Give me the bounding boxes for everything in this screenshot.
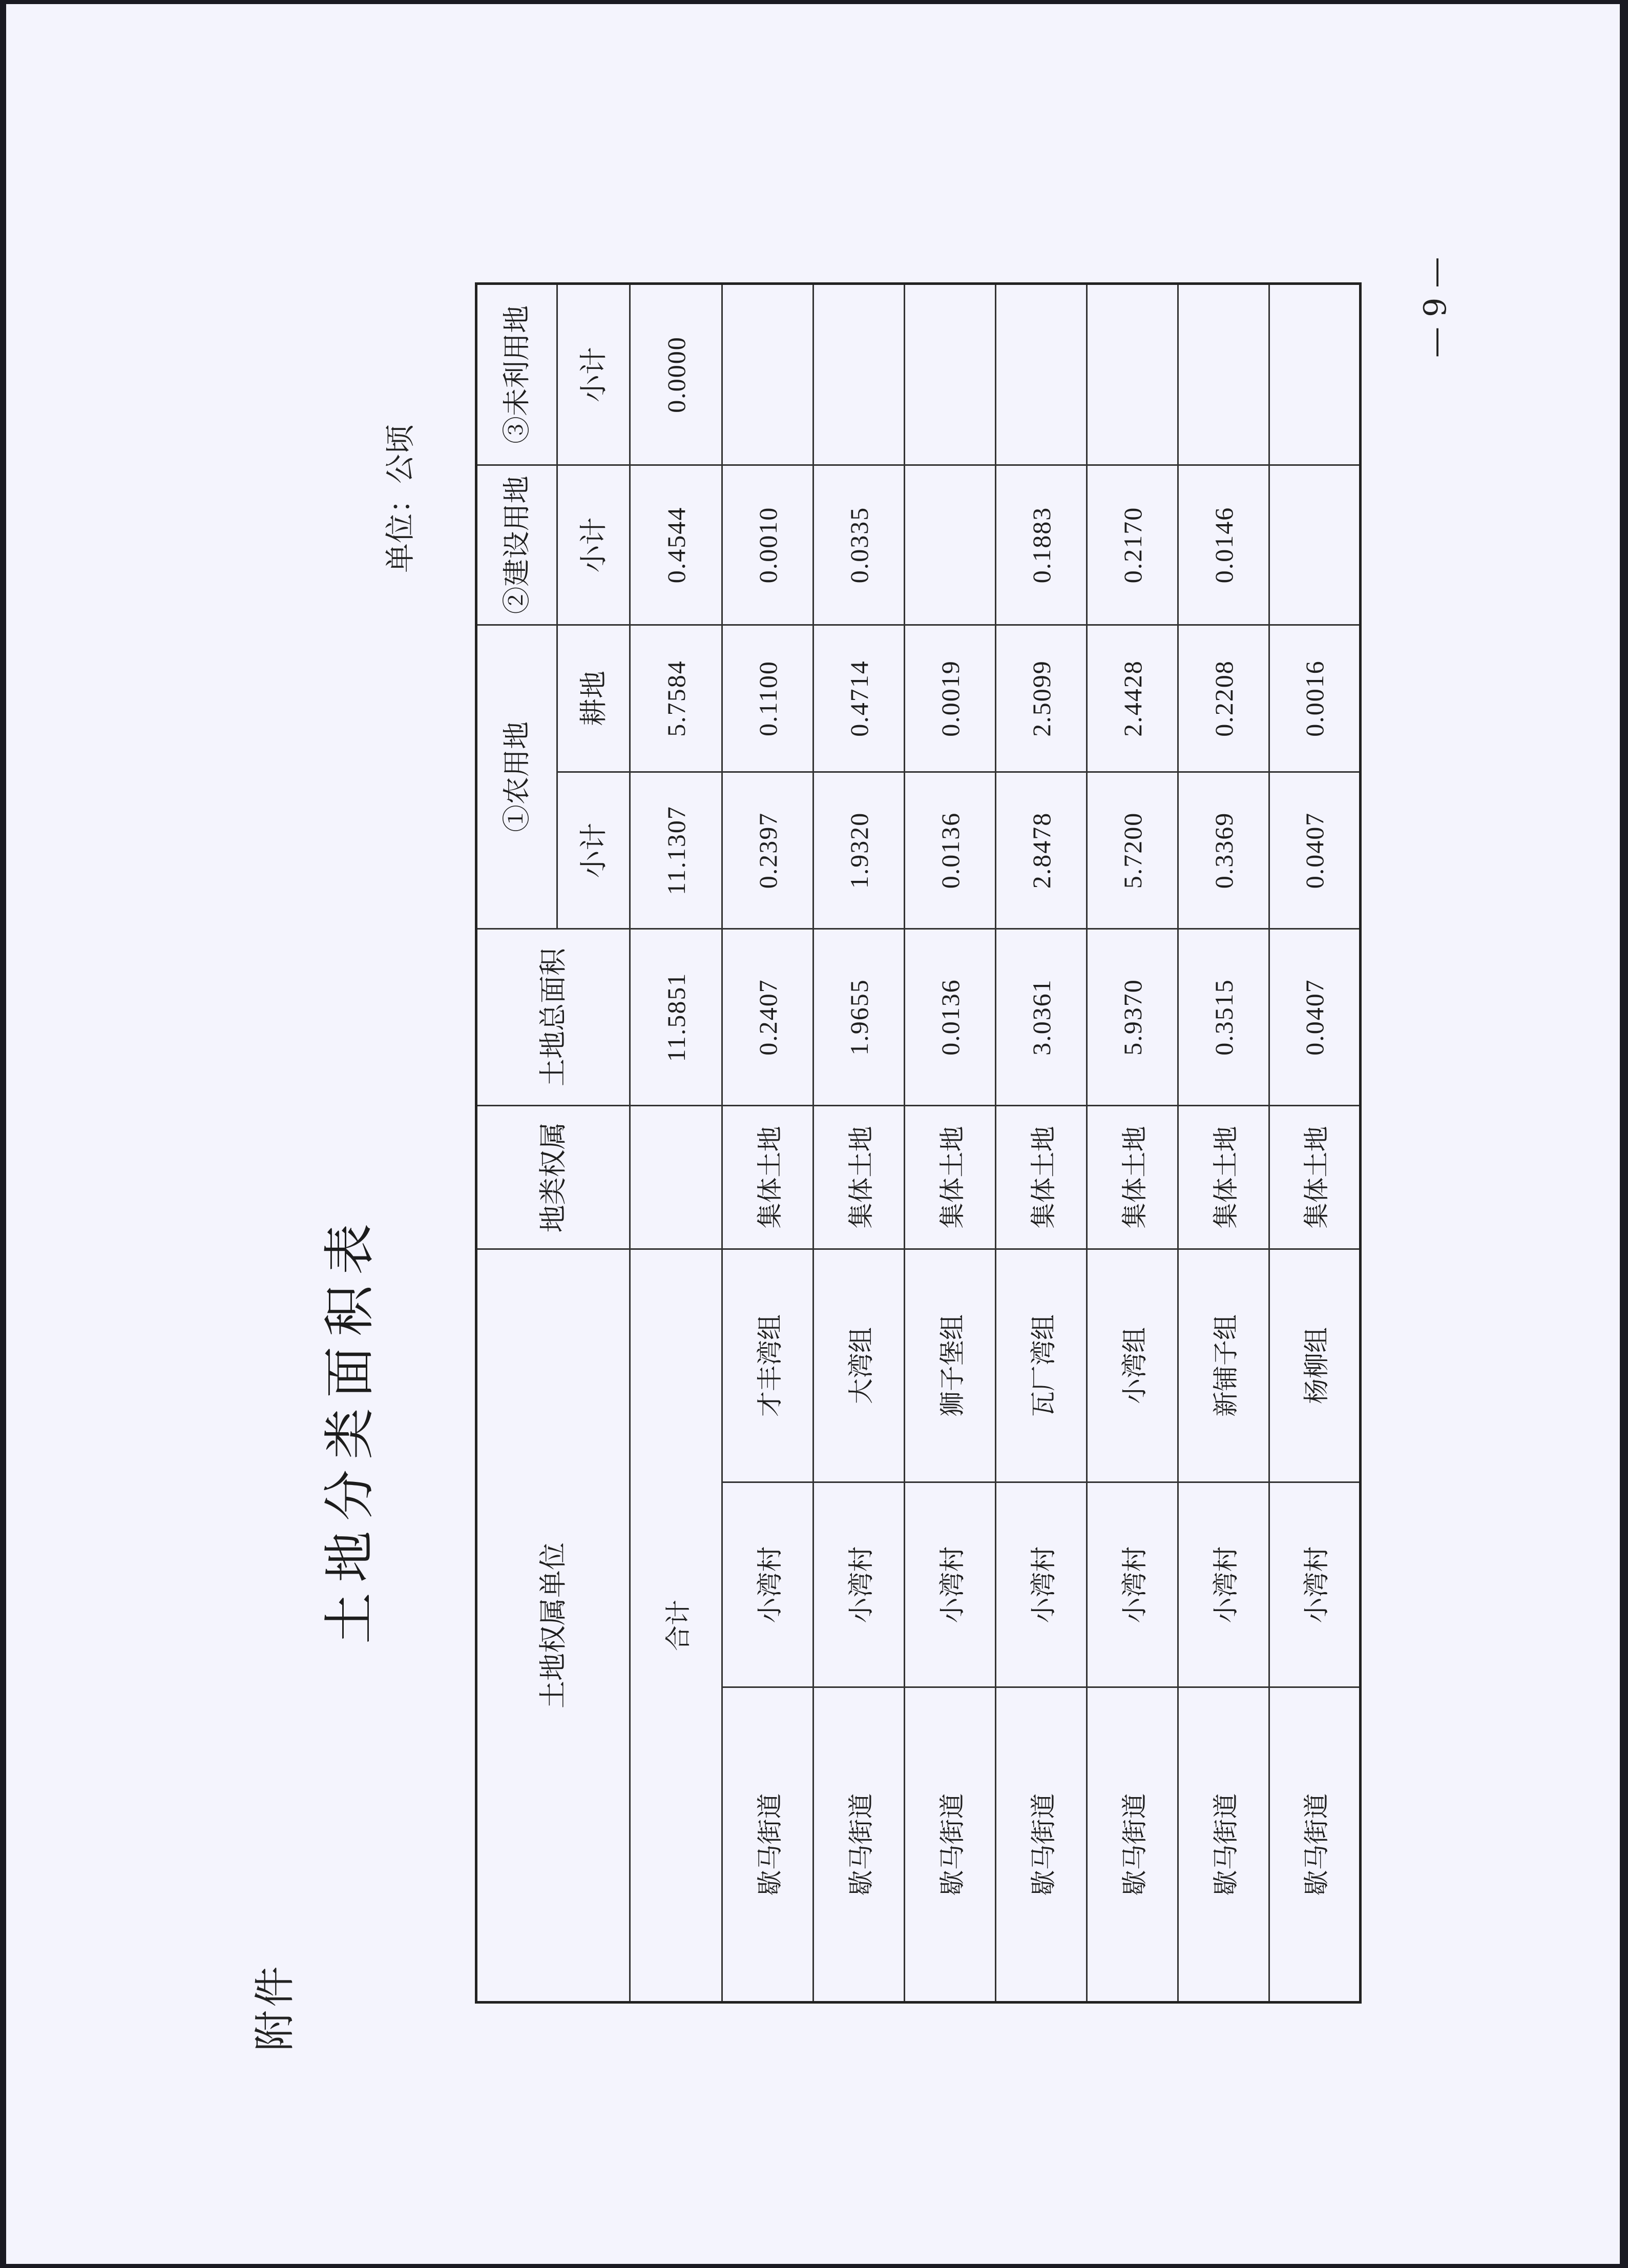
table-row [905, 283, 996, 2002]
street-cell: 歇马街道 [905, 1687, 996, 2003]
table-row [1178, 283, 1269, 2002]
group-cell: 才丰湾组 [722, 1249, 813, 1482]
group-cell: 狮子堡组 [905, 1249, 996, 1482]
total-area-cell: 0.2407 [722, 929, 813, 1105]
unused-cell [722, 283, 813, 465]
village-cell: 小湾村 [813, 1482, 905, 1687]
village-cell: 小湾村 [905, 1482, 996, 1687]
group-cell: 大湾组 [813, 1249, 905, 1482]
agri-subtotal-cell: 0.3369 [1178, 772, 1269, 929]
cultivated-cell: 0.4714 [813, 625, 905, 772]
total-area-cell: 0.3515 [1178, 929, 1269, 1105]
table-row [813, 283, 905, 2002]
header-owner-unit: 土地权属单位 [476, 1249, 630, 2002]
agri-subtotal-cell: 5.7200 [1087, 772, 1178, 929]
street-cell: 歇马街道 [813, 1687, 905, 2003]
group-cell: 小湾组 [1087, 1249, 1178, 1482]
ownership-type-cell: 集体土地 [1087, 1105, 1178, 1249]
header-unused-land: ③未利用地 [476, 283, 557, 465]
street-cell: 歇马街道 [1178, 1687, 1269, 2003]
street-cell: 歇马街道 [1087, 1687, 1178, 2003]
cultivated-cell: 0.2208 [1178, 625, 1269, 772]
header-cultivated: 耕地 [557, 625, 630, 772]
total-agri-subtotal: 11.1307 [630, 772, 722, 929]
ownership-type-cell: 集体土地 [996, 1105, 1087, 1249]
unused-cell [1269, 283, 1361, 465]
group-cell: 杨柳组 [1269, 1249, 1361, 1482]
village-cell: 小湾村 [1269, 1482, 1361, 1687]
ownership-type-cell: 集体土地 [813, 1105, 905, 1249]
table-row [1087, 283, 1178, 2002]
agri-subtotal-cell: 0.0407 [1269, 772, 1361, 929]
unused-cell [996, 283, 1087, 465]
ownership-type-cell: 集体土地 [1269, 1105, 1361, 1249]
header-agricultural-land: ①农用地 [476, 625, 557, 929]
village-cell: 小湾村 [1178, 1482, 1269, 1687]
total-label: 合计 [630, 1249, 722, 2002]
page-number: — 9 — [1417, 257, 1453, 358]
village-cell: 小湾村 [996, 1482, 1087, 1687]
cultivated-cell: 0.0016 [1269, 625, 1361, 772]
village-cell: 小湾村 [1087, 1482, 1178, 1687]
construction-cell: 0.0146 [1178, 465, 1269, 625]
header-unused-subtotal: 小计 [557, 283, 630, 465]
unused-cell [1087, 283, 1178, 465]
unused-cell [905, 283, 996, 465]
attachment-label: 附件 [251, 1963, 299, 2051]
street-cell: 歇马街道 [1269, 1687, 1361, 2003]
total-construction: 0.4544 [630, 465, 722, 625]
total-cultivated: 5.7584 [630, 625, 722, 772]
construction-cell [1269, 465, 1361, 625]
table-row [722, 283, 813, 2002]
land-area-table [475, 282, 1362, 2004]
ownership-type-cell: 集体土地 [1178, 1105, 1269, 1249]
header-ownership-type: 地类权属 [476, 1105, 630, 1249]
construction-cell: 0.1883 [996, 465, 1087, 625]
ownership-type-cell: 集体土地 [905, 1105, 996, 1249]
table-row [996, 283, 1087, 2002]
header-row-1 [476, 283, 557, 2002]
agri-subtotal-cell: 1.9320 [813, 772, 905, 929]
street-cell: 歇马街道 [722, 1687, 813, 2003]
construction-cell: 0.0335 [813, 465, 905, 625]
total-unused: 0.0000 [630, 283, 722, 465]
agri-subtotal-cell: 0.2397 [722, 772, 813, 929]
header-total-area: 土地总面积 [476, 929, 630, 1105]
unused-cell [813, 283, 905, 465]
document-title: 土地分类面积表 [320, 1213, 380, 1644]
cultivated-cell: 2.5099 [996, 625, 1087, 772]
group-cell: 瓦厂湾组 [996, 1249, 1087, 1482]
cultivated-cell: 0.0019 [905, 625, 996, 772]
header-construction-land: ②建设用地 [476, 465, 557, 625]
cultivated-cell: 0.1100 [722, 625, 813, 772]
cultivated-cell: 2.4428 [1087, 625, 1178, 772]
total-area-cell: 1.9655 [813, 929, 905, 1105]
unused-cell [1178, 283, 1269, 465]
ownership-type-cell: 集体土地 [722, 1105, 813, 1249]
construction-cell: 0.0010 [722, 465, 813, 625]
header-construction-subtotal: 小计 [557, 465, 630, 625]
total-row [630, 283, 722, 2002]
header-agri-subtotal: 小计 [557, 772, 630, 929]
total-area-cell: 0.0407 [1269, 929, 1361, 1105]
construction-cell [905, 465, 996, 625]
total-type-cell [630, 1105, 722, 1249]
document-page [6, 4, 1620, 2264]
group-cell: 新铺子组 [1178, 1249, 1269, 1482]
unit-label: 单位：公顷 [383, 424, 418, 573]
table-row [1269, 283, 1361, 2002]
construction-cell: 0.2170 [1087, 465, 1178, 625]
total-area-cell: 0.0136 [905, 929, 996, 1105]
agri-subtotal-cell: 0.0136 [905, 772, 996, 929]
agri-subtotal-cell: 2.8478 [996, 772, 1087, 929]
village-cell: 小湾村 [722, 1482, 813, 1687]
total-area-cell: 5.9370 [1087, 929, 1178, 1105]
total-area-cell: 3.0361 [996, 929, 1087, 1105]
rotated-content [6, 4, 1620, 2264]
total-area-value: 11.5851 [630, 929, 722, 1105]
street-cell: 歇马街道 [996, 1687, 1087, 2003]
